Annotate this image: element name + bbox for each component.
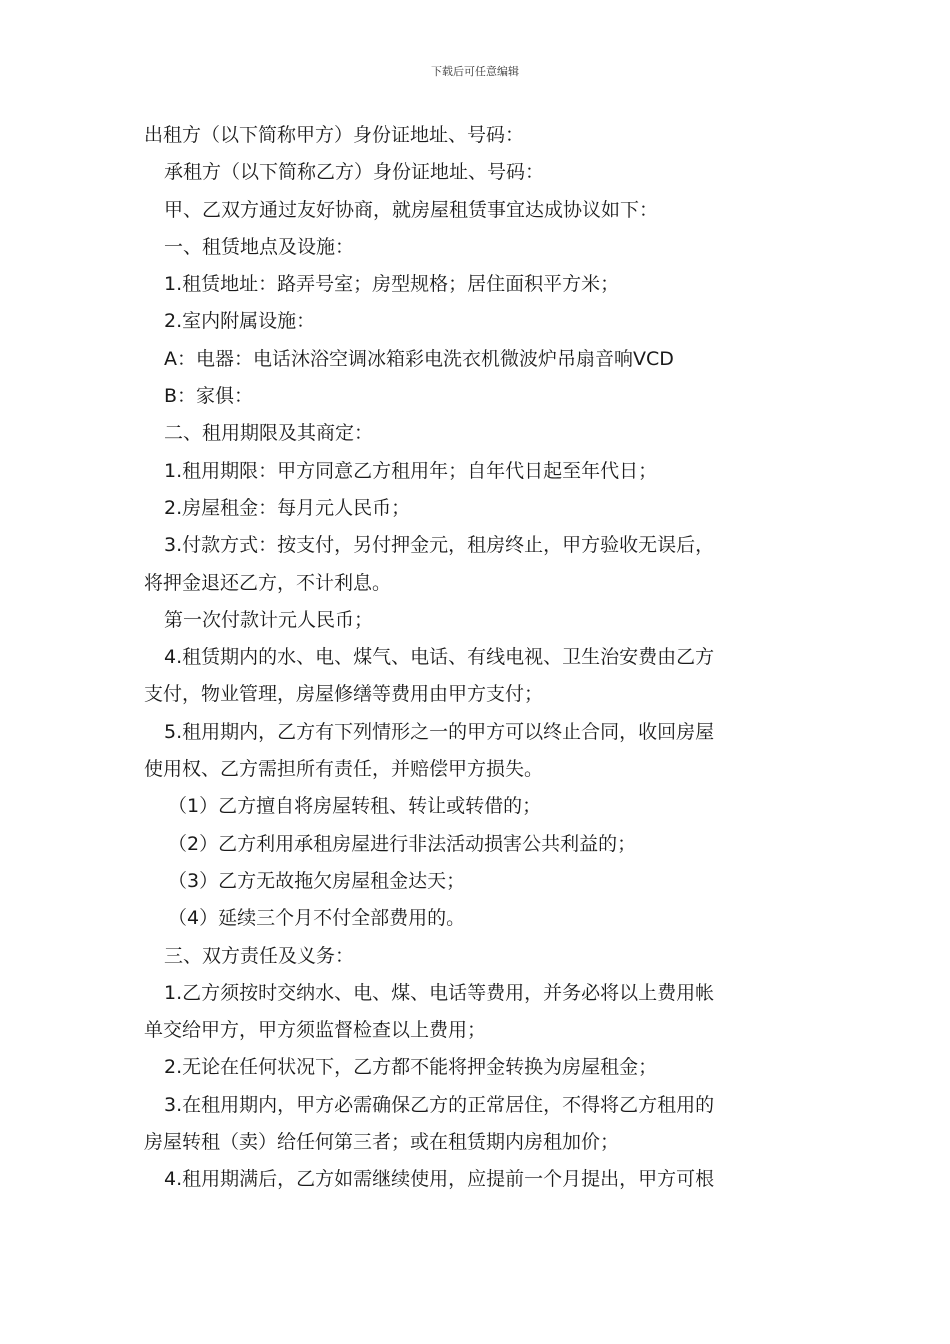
lessee-info-line: 承租方（以下简称乙方）身份证地址、号码： <box>164 161 545 184</box>
clause-line: 4.租赁期内的水、电、煤气、电话、有线电视、卫生治安费由乙方 <box>164 646 715 669</box>
section-heading-3: 三、双方责任及义务： <box>164 944 355 967</box>
clause-line: 4.租用期满后，乙方如需继续使用，应提前一个月提出，甲方可根 <box>164 1168 715 1191</box>
clause-line: 2.房屋租金：每月元人民币； <box>164 496 411 519</box>
clause-line: 2.室内附属设施： <box>164 310 316 333</box>
clause-line-continued: 房屋转租（卖）给任何第三者；或在租赁期内房租加价； <box>144 1131 620 1154</box>
clause-line-continued: 将押金退还乙方，不计利息。 <box>144 571 392 594</box>
section-heading-2: 二、租用期限及其商定： <box>164 422 374 445</box>
clause-line: 3.付款方式：按支付，另付押金元，租房终止，甲方验收无误后， <box>164 534 715 557</box>
sub-clause-line: （4）延续三个月不付全部费用的。 <box>168 907 466 930</box>
document-body <box>144 117 808 1199</box>
clause-line: 1.租用期限：甲方同意乙方租用年；自年代日起至年代日； <box>164 459 658 482</box>
sub-clause-line: （2）乙方利用承租房屋进行非法活动损害公共利益的； <box>168 832 637 855</box>
clause-line: 2.无论在任何状况下，乙方都不能将押金转换为房屋租金； <box>164 1056 658 1079</box>
sub-clause-line: （1）乙方擅自将房屋转租、转让或转借的； <box>168 795 542 818</box>
lessor-info-line: 出租方（以下简称甲方）身份证地址、号码： <box>144 124 525 146</box>
clause-line-continued: 单交给甲方，甲方须监督检查以上费用； <box>144 1019 487 1042</box>
clause-line: 5.租用期内，乙方有下列情形之一的甲方可以终止合同，收回房屋 <box>164 720 715 743</box>
clause-line: 第一次付款计元人民币； <box>164 608 374 631</box>
clause-line-continued: 支付，物业管理，房屋修缮等费用由甲方支付； <box>144 683 544 706</box>
clause-line: 3.在租用期内，甲方必需确保乙方的正常居住，不得将乙方租用的 <box>164 1093 715 1116</box>
clause-line: B：家俱： <box>164 385 254 408</box>
clause-line: 1.乙方须按时交纳水、电、煤、电话等费用，并务必将以上费用帐 <box>164 981 715 1004</box>
sub-clause-line: （3）乙方无故拖欠房屋租金达天； <box>168 869 466 892</box>
agreement-intro-line: 甲、乙双方通过友好协商，就房屋租赁事宜达成协议如下： <box>164 198 659 221</box>
page-header-note: 下载后可任意编辑 <box>431 65 519 78</box>
clause-line: 1.租赁地址：路弄号室；房型规格；居住面积平方米； <box>164 273 620 296</box>
clause-line: A：电器：电话沐浴空调冰箱彩电洗衣机微波炉吊扇音响VCD <box>164 347 674 370</box>
clause-line-continued: 使用权、乙方需担所有责任，并赔偿甲方损失。 <box>144 758 544 781</box>
section-heading-1: 一、租赁地点及设施： <box>164 235 355 258</box>
